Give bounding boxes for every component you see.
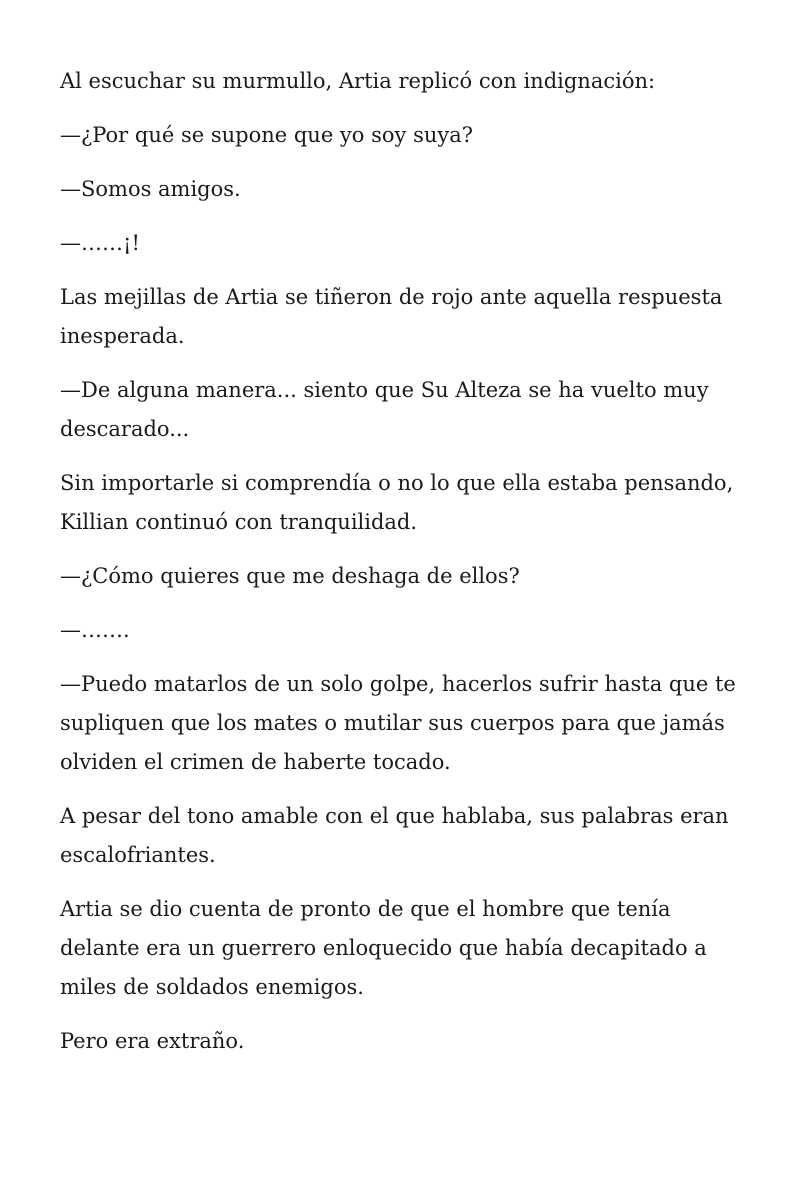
paragraph: —De alguna manera... siento que Su Alteza se ha vuelto muy descarado... (60, 378, 709, 441)
paragraph: Pero era extraño. (60, 1029, 245, 1053)
paragraph: —¿Cómo quieres que me deshaga de ellos? (60, 564, 520, 588)
paragraph: —……. (60, 618, 130, 642)
paragraph: A pesar del tono amable con el que hablaba, sus palabras eran escalofriantes. (60, 804, 729, 867)
paragraph: —……¡! (60, 231, 140, 255)
paragraph: Artia se dio cuenta de pronto de que el hombre que tenía delante era un guerrero enloquecido que había decapitado a miles de soldados enemigos. (60, 897, 707, 999)
paragraph: —Somos amigos. (60, 177, 241, 201)
paragraph: Al escuchar su murmullo, Artia replicó con indignación: (60, 69, 656, 93)
document-body (60, 62, 750, 1076)
paragraph: —Puedo matarlos de un solo golpe, hacerlos sufrir hasta que te supliquen que los mates o mutilar sus cuerpos para que jamás olviden el crimen de haberte tocado. (60, 672, 736, 774)
paragraph: Las mejillas de Artia se tiñeron de rojo ante aquella respuesta inesperada. (60, 285, 723, 348)
paragraph: Sin importarle si comprendía o no lo que ella estaba pensando, Killian continuó con tranquilidad. (60, 471, 734, 534)
paragraph: —¿Por qué se supone que yo soy suya? (60, 123, 474, 147)
